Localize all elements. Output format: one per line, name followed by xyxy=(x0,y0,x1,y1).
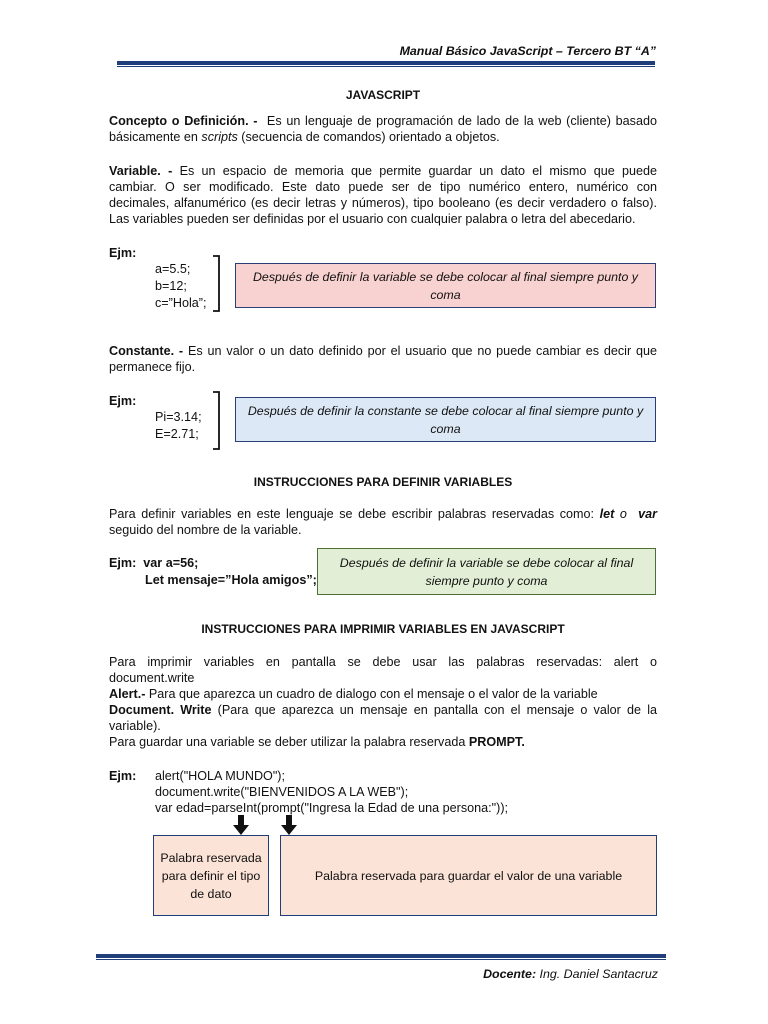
variable-label: Variable. - xyxy=(109,164,173,178)
example4-code-b: document.write("BIENVENIDOS A LA WEB"); xyxy=(155,785,409,799)
variable-line2: cambiar. O ser modificado. Este dato puede ser de tipo numérico entero, numérico con xyxy=(109,180,657,194)
example3-code-b: Let mensaje=”Hola amigos”; xyxy=(145,573,317,587)
section-definir-title: INSTRUCCIONES PARA DEFINIR VARIABLES xyxy=(253,475,513,489)
constante-line1: Es un valor o un dato definido por el usuario que no puede cambiar es decir que xyxy=(187,344,658,358)
alert-text: Para que aparezca un cuadro de dialogo con el mensaje o el valor de la variable xyxy=(145,687,598,701)
example1-note: Después de definir la variable se debe colocar al final siempre punto y coma xyxy=(235,263,656,308)
example2-note: Después de definir la constante se debe colocar al final siempre punto y coma xyxy=(235,397,656,442)
example2-code-a: Pi=3.14; xyxy=(155,410,202,424)
footer-rule-thin xyxy=(96,959,666,960)
constante-label: Constante. - xyxy=(109,344,184,358)
example3-line1 xyxy=(109,555,198,571)
header-rule-thin xyxy=(117,66,655,67)
example1-brace-icon xyxy=(211,255,225,313)
document-write-text-2: variable). xyxy=(109,719,161,733)
concepto-paragraph xyxy=(109,113,657,145)
arrow-down-icon-2 xyxy=(281,815,297,835)
keyword-o: o xyxy=(614,507,633,521)
prompt-keyword: PROMPT. xyxy=(468,735,525,749)
footer-label: Docente: xyxy=(483,967,537,981)
footer-rule xyxy=(96,954,666,958)
header-rule xyxy=(117,61,655,65)
section-imprimir-title: INSTRUCCIONES PARA IMPRIMIR VARIABLES EN JAVASCRIPT xyxy=(201,622,565,636)
example4-code-a: alert("HOLA MUNDO"); xyxy=(155,769,285,783)
definir-line2: seguido del nombre de la variable. xyxy=(109,523,302,537)
variable-line1: Es un espacio de memoria que permite guardar un dato el mismo que puede xyxy=(179,164,657,178)
example3-label: Ejm: xyxy=(109,556,137,570)
example4-label: Ejm: xyxy=(109,769,137,783)
variable-paragraph xyxy=(109,163,657,227)
constante-line2: permanece fijo. xyxy=(109,360,196,374)
example1-label: Ejm: xyxy=(109,246,137,260)
concepto-scripts: scripts xyxy=(201,130,238,144)
document-write-text: (Para que aparezca un mensaje en pantalla con el mensaje o valor de la xyxy=(211,703,658,717)
example3-code-a: var a=56; xyxy=(143,556,199,570)
reserved-word-type-box: Palabra reservada para definir el tipo de dato xyxy=(153,835,269,916)
example4-code-c: var edad=parseInt(prompt("Ingresa la Edad de una persona:")); xyxy=(155,801,509,815)
prompt-text: Para guardar una variable se deber utilizar la palabra reservada xyxy=(109,735,469,749)
document-write-label: Document. Write xyxy=(109,703,212,717)
example2-brace-icon xyxy=(211,391,225,451)
imprimir-line1: Para imprimir variables en pantalla se debe usar las palabras reservadas: alert o xyxy=(109,655,657,669)
concepto-line1: Es un lenguaje de programación de lado de la web (cliente) basado xyxy=(266,114,657,128)
example3-note: Después de definir la variable se debe colocar al final siempre punto y coma xyxy=(317,548,656,595)
example2-label: Ejm: xyxy=(109,394,137,408)
page-title: JAVASCRIPT xyxy=(345,88,421,102)
example2-code-b: E=2.71; xyxy=(155,427,199,441)
arrow-down-icon xyxy=(233,815,249,835)
keyword-let: let xyxy=(599,507,615,521)
constante-paragraph xyxy=(109,343,657,375)
footer-name: Ing. Daniel Santacruz xyxy=(536,967,658,981)
concepto-label: Concepto o Definición. - xyxy=(109,114,258,128)
definir-paragraph xyxy=(109,506,657,538)
definir-line1: Para definir variables en este lenguaje se debe escribir palabras reservadas como: xyxy=(109,507,600,521)
keyword-var: var xyxy=(638,507,657,521)
variable-line4: Las variables pueden ser definidas por el usuario con cualquier palabra o letra del abecedario. xyxy=(109,212,636,226)
imprimir-line2: document.write xyxy=(109,671,195,685)
concepto-line2a: básicamente en xyxy=(109,130,202,144)
example1-code-c: c=”Hola”; xyxy=(155,296,207,310)
example1-code-a: a=5.5; xyxy=(155,262,191,276)
variable-line3: decimales, alfanumérico (es decir letras y números), tipo booleano (es decir verdadero o falso). xyxy=(109,196,657,210)
alert-label: Alert.- xyxy=(109,687,146,701)
footer-docente xyxy=(483,966,658,982)
imprimir-paragraph xyxy=(109,654,657,750)
reserved-word-prompt-box: Palabra reservada para guardar el valor de una variable xyxy=(280,835,657,916)
concepto-line2b: (secuencia de comandos) orientado a objetos. xyxy=(237,130,500,144)
header-title: Manual Básico JavaScript – Tercero BT “A” xyxy=(399,44,656,58)
example1-code-b: b=12; xyxy=(155,279,187,293)
